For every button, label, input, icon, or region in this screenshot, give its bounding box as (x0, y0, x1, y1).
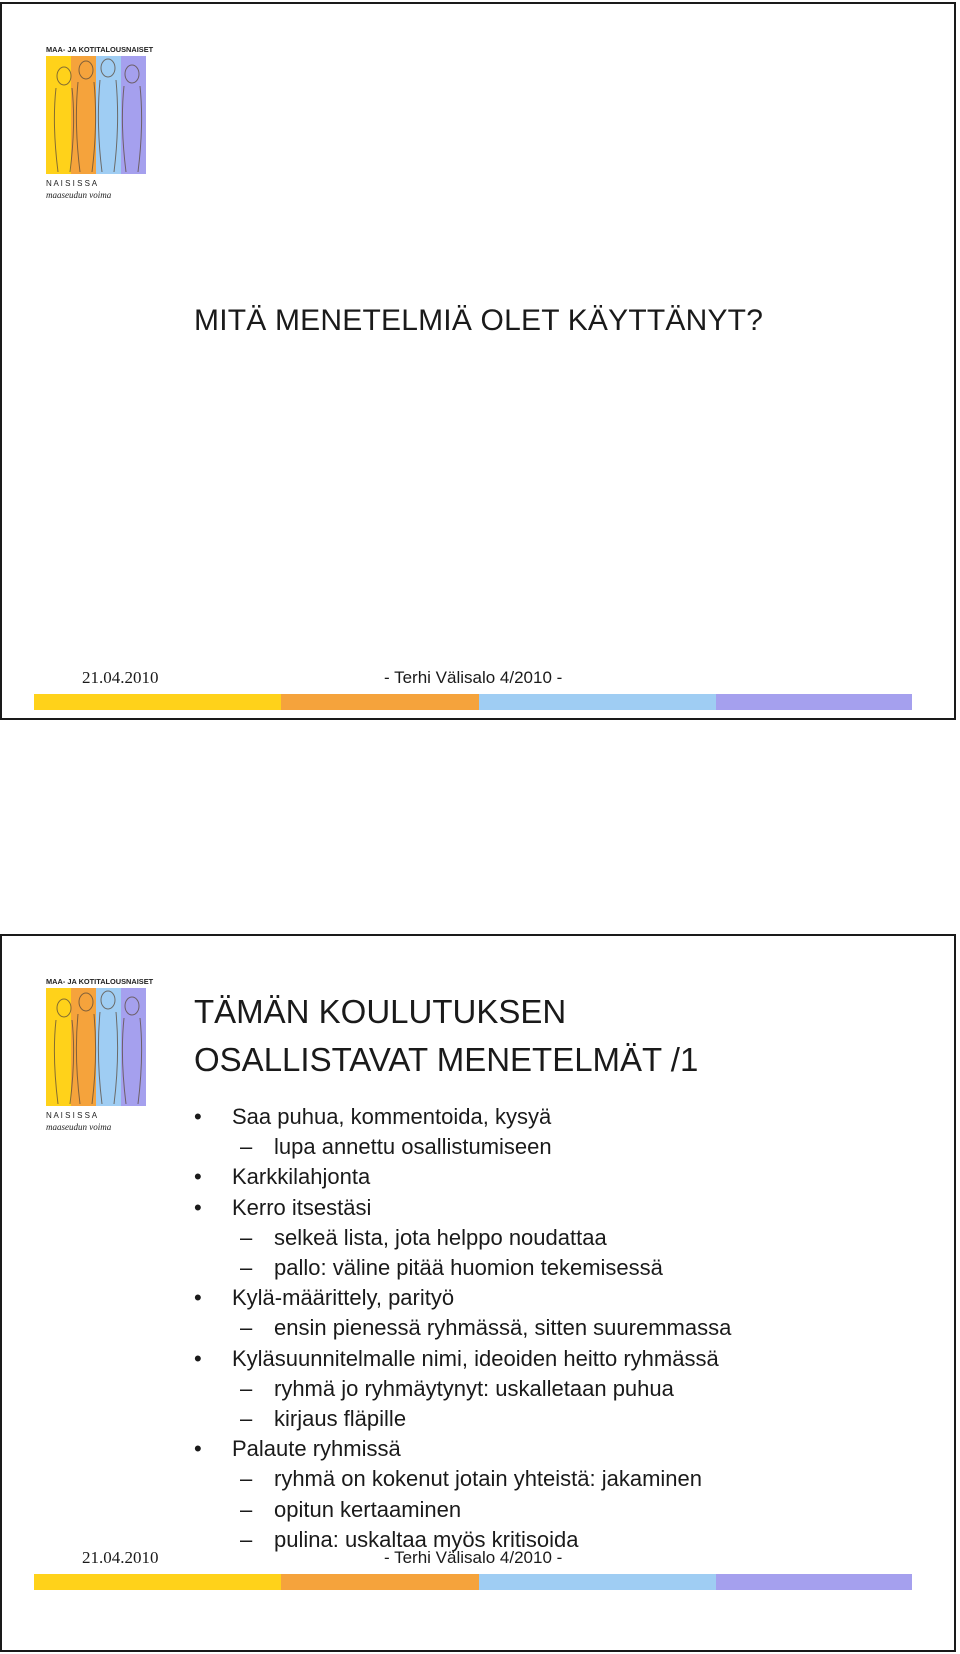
slide-title-line-1: TÄMÄN KOULUTUKSEN (194, 993, 567, 1030)
bullet-item: • Saa puhua, kommentoida, kysyä (194, 1102, 731, 1132)
logo-word: N A I S I S S A (46, 1111, 98, 1120)
bullet-list (194, 1102, 731, 1555)
sub-bullet-item: – lupa annettu osallistumiseen (194, 1132, 731, 1162)
logo-top-text: MAA- JA KOTITALOUSNAISET (46, 45, 154, 54)
sub-bullet-item: – ryhmä on kokenut jotain yhteistä: jakaminen (194, 1464, 731, 1494)
logo-tagline: maaseudun voima (46, 1122, 112, 1132)
footer-author: - Terhi Välisalo 4/2010 - (384, 668, 563, 687)
maa-ja-kotitalousnaiset-logo (46, 976, 154, 1138)
sub-bullet-item: – pulina: uskaltaa myös kritisoida (194, 1525, 731, 1555)
logo-top-text: MAA- JA KOTITALOUSNAISET (46, 977, 154, 986)
slide-1 (0, 2, 956, 720)
slide-title: MITÄ MENETELMIÄ OLET KÄYTTÄNYT? (194, 304, 764, 337)
bar-orange (281, 694, 479, 710)
slide-title (194, 988, 698, 1084)
sub-bullet-item: – ryhmä jo ryhmäytynyt: uskalletaan puhua (194, 1374, 731, 1404)
bullet-item: • Palaute ryhmissä (194, 1434, 731, 1464)
maa-ja-kotitalousnaiset-logo (46, 44, 154, 206)
bar-blue (479, 1574, 716, 1590)
sub-bullet-item: – pallo: väline pitää huomion tekemisessä (194, 1253, 731, 1283)
footer-color-bar (34, 1574, 912, 1590)
bar-blue (479, 694, 716, 710)
bar-violet (716, 1574, 912, 1590)
bullet-item: • Karkkilahjonta (194, 1162, 731, 1192)
bullet-item: • Kyläsuunnitelmalle nimi, ideoiden heitto ryhmässä (194, 1344, 731, 1374)
slide-2 (0, 934, 956, 1652)
footer-date: 21.04.2010 (82, 668, 159, 687)
logo-tagline: maaseudun voima (46, 190, 112, 200)
sub-bullet-item: – selkeä lista, jota helppo noudattaa (194, 1223, 731, 1253)
bar-violet (716, 694, 912, 710)
sub-bullet-item: – kirjaus fläpille (194, 1404, 731, 1434)
sub-bullet-item: – ensin pienessä ryhmässä, sitten suuremmassa (194, 1313, 731, 1343)
bar-yellow (34, 694, 281, 710)
footer-author: - Terhi Välisalo 4/2010 - (384, 1548, 563, 1567)
bullet-item: • Kerro itsestäsi (194, 1193, 731, 1223)
slide-title-line-2: OSALLISTAVAT MENETELMÄT /1 (194, 1041, 699, 1078)
bar-orange (281, 1574, 479, 1590)
logo-word: N A I S I S S A (46, 179, 98, 188)
footer-date: 21.04.2010 (82, 1548, 159, 1567)
sub-bullet-item: – opitun kertaaminen (194, 1495, 731, 1525)
bar-yellow (34, 1574, 281, 1590)
footer-color-bar (34, 694, 912, 710)
bullet-item: • Kylä-määrittely, parityö (194, 1283, 731, 1313)
